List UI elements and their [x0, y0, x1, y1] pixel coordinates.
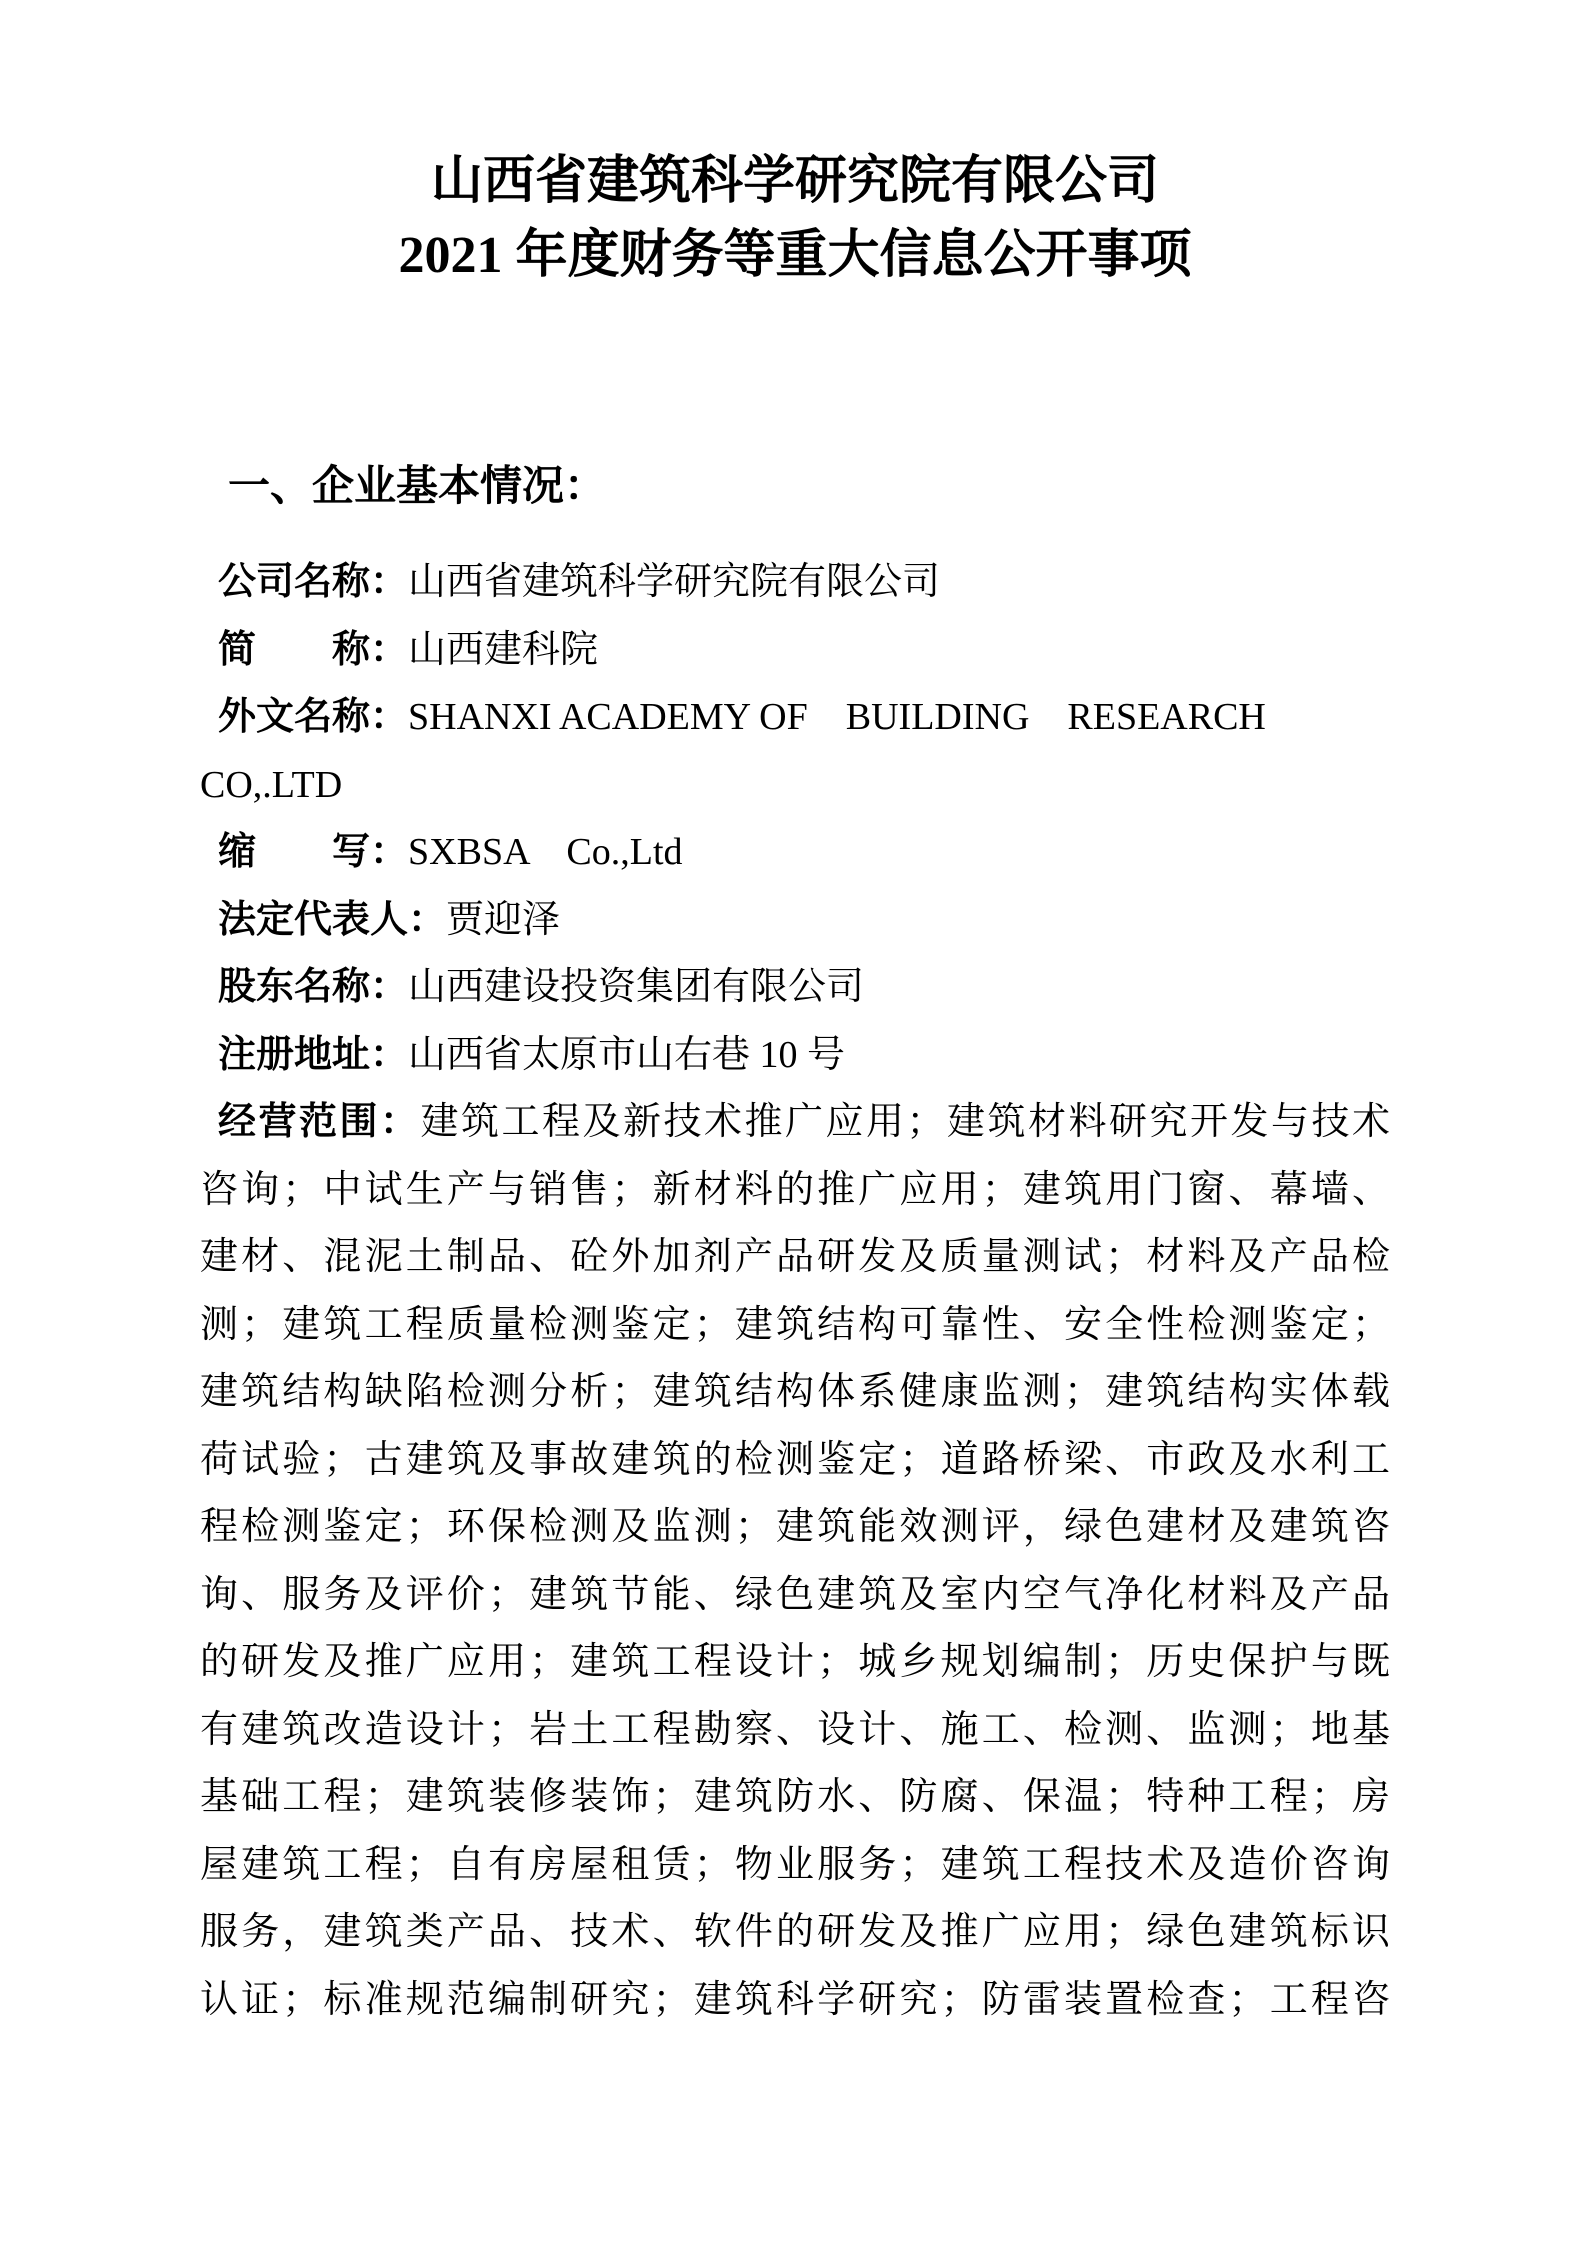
field-value-foreign-name: SHANXI ACADEMY OF BUILDING RESEARCH	[408, 696, 1266, 738]
field-label-shareholder-name: 股东名称：	[218, 966, 409, 1008]
document-body	[200, 549, 1390, 2034]
business-scope-line-3: 建材、混泥土制品、砼外加剂产品研发及质量测试；材料及产品检	[200, 1236, 1390, 1278]
field-value-company-name: 山西省建筑科学研究院有限公司	[408, 561, 941, 603]
field-label-legal-representative: 法定代表人：	[218, 898, 447, 941]
field-label-abbreviation: 缩 写：	[218, 831, 409, 873]
field-value-short-name: 山西建科院	[408, 628, 599, 671]
business-scope-line-7: 程检测鉴定；环保检测及监测；建筑能效测评，绿色建材及建筑咨	[200, 1506, 1390, 1548]
field-value-registered-address: 山西省太原市山右巷 10 号	[408, 1033, 846, 1076]
field-label-registered-address: 注册地址：	[218, 1033, 409, 1076]
business-scope-line-4: 测；建筑工程质量检测鉴定；建筑结构可靠性、安全性检测鉴定；	[200, 1303, 1390, 1346]
field-value-foreign-name-continued: CO,.LTD	[200, 763, 343, 806]
field-row-abbreviation	[200, 819, 1390, 887]
field-row-foreign-name	[200, 684, 1390, 752]
field-row-legal-representative	[200, 887, 1390, 955]
business-scope-line-1	[200, 1089, 1390, 1157]
business-scope-line-6: 荷试验；古建筑及事故建筑的检测鉴定；道路桥梁、市政及水利工	[200, 1438, 1390, 1481]
business-scope-line-13: 服务，建筑类产品、技术、软件的研发及推广应用；绿色建筑标识	[200, 1911, 1390, 1953]
business-scope-line-8: 询、服务及评价；建筑节能、绿色建筑及室内空气净化材料及产品	[200, 1573, 1390, 1616]
document-title-line2: 2021 年度财务等重大信息公开事项	[398, 227, 1192, 284]
business-scope-line-9: 的研发及推广应用；建筑工程设计；城乡规划编制；历史保护与既	[200, 1641, 1390, 1683]
business-scope-line-2: 咨询；中试生产与销售；新材料的推广应用；建筑用门窗、幕墙、	[200, 1168, 1390, 1211]
field-value-legal-representative: 贾迎泽	[446, 898, 561, 941]
business-scope-line-14: 认证；标准规范编制研究；建筑科学研究；防雷装置检查；工程咨	[200, 1978, 1390, 2021]
field-row-company-name	[200, 549, 1390, 617]
field-value-shareholder-name: 山西建设投资集团有限公司	[408, 966, 865, 1008]
field-value-abbreviation: SXBSA Co.,Ltd	[408, 831, 683, 873]
section-heading-basic-info: 一、企业基本情况：	[228, 462, 607, 509]
field-label-foreign-name: 外文名称：	[218, 696, 409, 738]
field-label-business-scope: 经营范围：	[218, 1101, 421, 1143]
field-row-shareholder-name	[200, 954, 1390, 1022]
business-scope-text-1: 建筑工程及新技术推广应用；建筑材料研究开发与技术	[420, 1101, 1390, 1143]
business-scope-line-11: 基础工程；建筑装修装饰；建筑防水、防腐、保温；特种工程；房	[200, 1776, 1390, 1818]
business-scope-line-5: 建筑结构缺陷检测分析；建筑结构体系健康监测；建筑结构实体载	[200, 1371, 1390, 1413]
field-label-short-name: 简 称：	[218, 628, 409, 671]
business-scope-line-10: 有建筑改造设计；岩土工程勘察、设计、施工、检测、监测；地基	[200, 1708, 1390, 1751]
document-title-line1: 山西省建筑科学研究院有限公司	[430, 153, 1159, 210]
business-scope-line-12: 屋建筑工程；自有房屋租赁；物业服务；建筑工程技术及造价咨询	[200, 1843, 1390, 1886]
field-label-company-name: 公司名称：	[218, 561, 409, 603]
field-row-short-name	[200, 617, 1390, 685]
field-row-registered-address	[200, 1022, 1390, 1090]
